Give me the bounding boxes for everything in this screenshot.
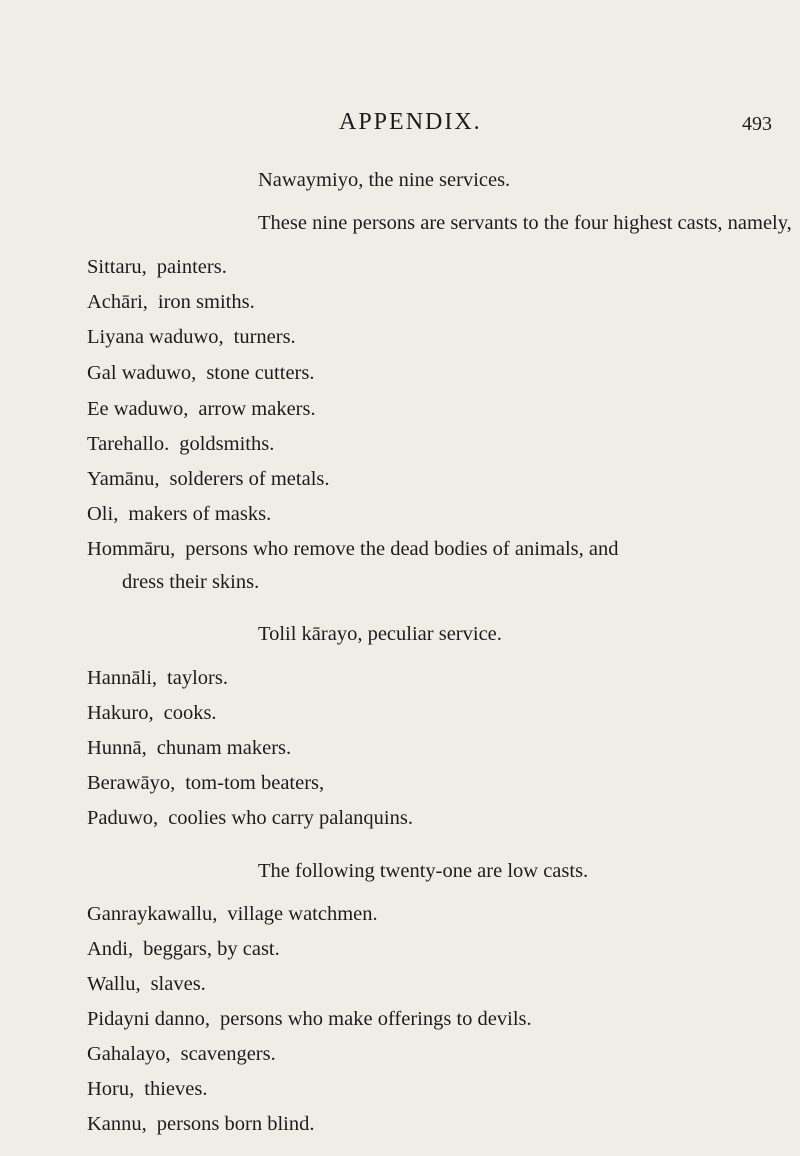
list-item: [87, 735, 291, 761]
list-item: [87, 665, 228, 691]
entry-description: persons who remove the dead bodies of animals, and: [185, 537, 619, 560]
section-heading: The following twenty-one are low casts.: [258, 860, 589, 883]
entry-description: turners.: [233, 326, 296, 349]
entry-term: Liyana waduwo,: [87, 326, 224, 349]
entry-description: makers of masks.: [128, 502, 272, 525]
entry-description: persons born blind.: [156, 1113, 315, 1136]
entry-description: iron smiths.: [157, 291, 255, 314]
entry-description: stone cutters.: [206, 361, 315, 384]
entry-description: painters.: [156, 256, 227, 279]
list-item: [87, 396, 316, 422]
entry-description: persons who make offerings to devils.: [220, 1008, 532, 1031]
entry-term: Yamānu,: [87, 467, 160, 490]
section-heading: Nawaymiyo, the nine services.: [258, 169, 511, 192]
entry-term: Pidayni danno,: [87, 1008, 210, 1031]
list-item: [87, 289, 255, 315]
entry-term: Kannu,: [87, 1113, 147, 1136]
entry-term: Ee waduwo,: [87, 397, 189, 420]
entry-term: Gahalayo,: [87, 1043, 171, 1066]
page-header-title: APPENDIX.: [339, 109, 482, 135]
entry-description: scavengers.: [180, 1043, 276, 1066]
list-item: [87, 901, 378, 927]
list-item: [87, 324, 296, 350]
list-item: [87, 1111, 315, 1137]
list-item: [87, 700, 217, 726]
entry-term: Oli,: [87, 502, 119, 525]
list-item: [87, 431, 274, 457]
entry-term: Wallu,: [87, 973, 141, 996]
section-intro: These nine persons are servants to the four highest casts, namely,: [258, 211, 792, 234]
list-item: [87, 1006, 532, 1032]
section-heading: Tolil kārayo, peculiar service.: [258, 623, 502, 646]
entry-description: cooks.: [163, 701, 217, 724]
entry-term: Achāri,: [87, 291, 148, 314]
entry-term: Hannāli,: [87, 666, 158, 689]
entry-description: beggars, by cast.: [143, 937, 280, 960]
entry-term: Paduwo,: [87, 807, 159, 830]
entry-description: village watchmen.: [227, 902, 378, 925]
list-item: [87, 466, 330, 492]
list-item: [87, 1041, 276, 1067]
entry-term: Hunnā,: [87, 736, 147, 759]
entry-term: Sittaru,: [87, 256, 147, 279]
entry-description: coolies who carry palanquins.: [168, 807, 413, 830]
page-number: 493: [742, 113, 772, 135]
entry-description: solderers of metals.: [169, 467, 330, 490]
entry-term: Tarehallo.: [87, 432, 170, 455]
entry-term: Berawāyo,: [87, 772, 176, 795]
entry-description: tom-tom beaters,: [185, 772, 325, 795]
list-item: [87, 770, 324, 796]
entry-term: Ganraykawallu,: [87, 902, 218, 925]
list-item: [87, 536, 618, 562]
entry-term: Gal waduwo,: [87, 361, 197, 384]
entry-description: chunam makers.: [156, 736, 292, 759]
entry-description: goldsmiths.: [179, 432, 275, 455]
entry-description: arrow makers.: [198, 397, 316, 420]
entry-term: Andi,: [87, 937, 134, 960]
list-item: [87, 501, 271, 527]
list-item: [87, 1076, 207, 1102]
list-item: [87, 360, 314, 386]
running-head: [0, 107, 800, 137]
entry-continuation: dress their skins.: [122, 571, 260, 594]
list-item: [87, 971, 206, 997]
entry-term: Hakuro,: [87, 701, 154, 724]
entry-description: thieves.: [144, 1078, 208, 1101]
list-item: [87, 254, 227, 280]
entry-term: Hommāru,: [87, 537, 176, 560]
list-item: [87, 936, 280, 962]
entry-description: taylors.: [167, 666, 228, 689]
entry-description: slaves.: [150, 973, 206, 996]
list-item: [87, 805, 413, 831]
entry-term: Horu,: [87, 1078, 135, 1101]
